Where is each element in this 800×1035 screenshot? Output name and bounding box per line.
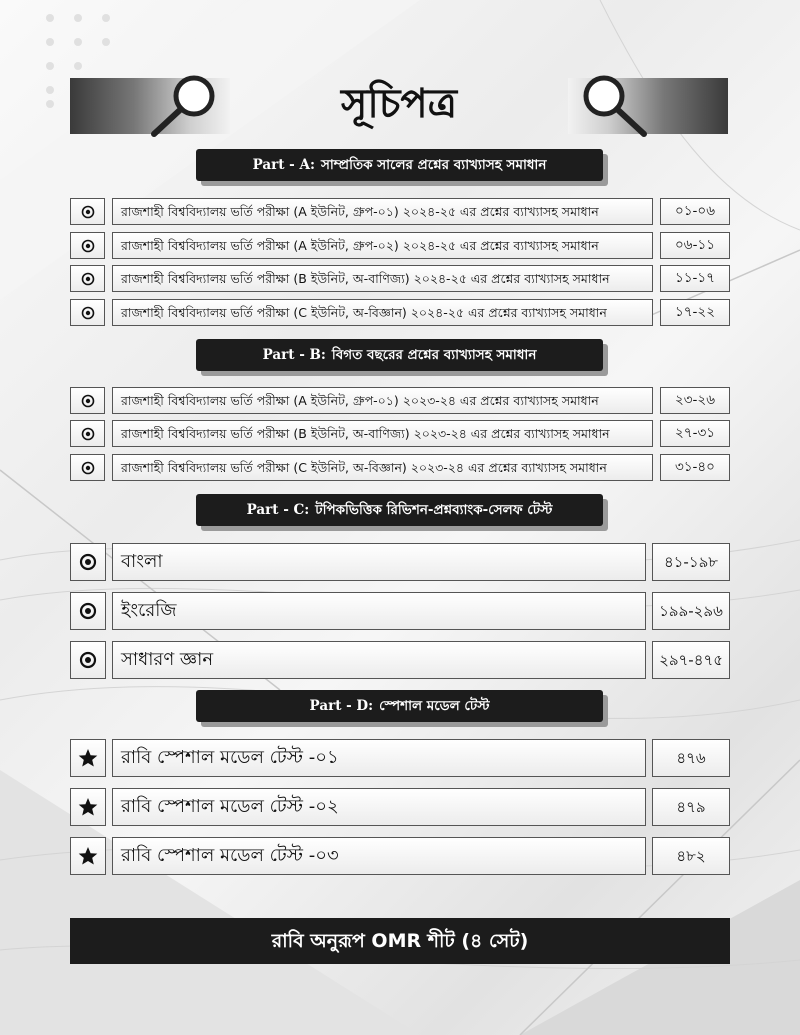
- part-b-header: [196, 339, 603, 371]
- toc-page-range: ৪৭৬: [652, 739, 730, 777]
- star-icon: [70, 788, 106, 826]
- toc-entry-label: রাবি স্পেশাল মডেল টেস্ট -০৩: [112, 837, 646, 875]
- bullet-icon: [70, 265, 105, 292]
- magnifier-icon: [148, 72, 228, 138]
- toc-row: [70, 299, 730, 326]
- toc-entry-label: রাজশাহী বিশ্ববিদ্যালয় ভর্তি পরীক্ষা (A ইউনিট, গ্রুপ-০১) ২০২৩-২৪ এর প্রশ্নের ব্যাখ্যাসহ সমাধান: [112, 387, 653, 414]
- toc-entry-label: ইংরেজি: [112, 592, 646, 630]
- toc-row: [70, 592, 730, 630]
- part-label: Part - C:: [246, 502, 310, 518]
- toc-row: [70, 837, 730, 875]
- part-c-header: [196, 494, 603, 526]
- bullet-icon: [70, 454, 105, 481]
- bullet-icon: [70, 420, 105, 447]
- bullet-icon: [70, 641, 106, 679]
- toc-entry-label: রাবি স্পেশাল মডেল টেস্ট -০১: [112, 739, 646, 777]
- toc-entry-label: রাজশাহী বিশ্ববিদ্যালয় ভর্তি পরীক্ষা (C ইউনিট, অ-বিজ্ঞান) ২০২৪-২৫ এর প্রশ্নের ব্যাখ্যাসহ সমাধান: [112, 299, 653, 326]
- toc-entry-label: রাজশাহী বিশ্ববিদ্যালয় ভর্তি পরীক্ষা (A ইউনিট, গ্রুপ-০১) ২০২৪-২৫ এর প্রশ্নের ব্যাখ্যাসহ সমাধান: [112, 198, 653, 225]
- page-title: সূচিপত্র: [341, 80, 457, 127]
- part-d-header: [196, 690, 603, 722]
- part-heading: স্পেশাল মডেল টেস্ট: [379, 697, 490, 714]
- part-a-header: [196, 149, 603, 181]
- omr-sheet-banner: রাবি অনুরূপ OMR শীট (৪ সেট): [70, 918, 730, 964]
- toc-entry-label: রাজশাহী বিশ্ববিদ্যালয় ভর্তি পরীক্ষা (B ইউনিট, অ-বাণিজ্য) ২০২৩-২৪ এর প্রশ্নের ব্যাখ্যাসহ সমাধান: [112, 420, 653, 447]
- toc-row: [70, 387, 730, 414]
- toc-page-range: ২৯৭-৪৭৫: [652, 641, 730, 679]
- toc-entry-label: সাধারণ জ্ঞান: [112, 641, 646, 679]
- title-bar: [70, 72, 728, 138]
- toc-row: [70, 543, 730, 581]
- toc-page-range: ২৭-৩১: [660, 420, 730, 447]
- toc-page-range: ১৯৯-২৯৬: [652, 592, 730, 630]
- toc-row: [70, 788, 730, 826]
- part-heading: বিগত বছরের প্রশ্নের ব্যাখ্যাসহ সমাধান: [331, 346, 537, 363]
- bullet-icon: [70, 299, 105, 326]
- bullet-icon: [70, 232, 105, 259]
- toc-page-range: ০১-০৬: [660, 198, 730, 225]
- bullet-icon: [70, 592, 106, 630]
- toc-row: [70, 641, 730, 679]
- part-label: Part - D:: [309, 698, 374, 714]
- part-label: Part - B:: [262, 347, 326, 363]
- star-icon: [70, 837, 106, 875]
- toc-page-range: ০৬-১১: [660, 232, 730, 259]
- bullet-icon: [70, 387, 105, 414]
- toc-row: [70, 454, 730, 481]
- toc-entry-label: রাজশাহী বিশ্ববিদ্যালয় ভর্তি পরীক্ষা (C ইউনিট, অ-বিজ্ঞান) ২০২৩-২৪ এর প্রশ্নের ব্যাখ্যাসহ সমাধান: [112, 454, 653, 481]
- bullet-icon: [70, 198, 105, 225]
- toc-row: [70, 420, 730, 447]
- toc-page-range: ২৩-২৬: [660, 387, 730, 414]
- toc-entry-label: বাংলা: [112, 543, 646, 581]
- part-heading: টপিকভিত্তিক রিভিশন-প্রশ্নব্যাংক-সেলফ টেস্ট: [315, 501, 553, 518]
- toc-page-range: ৪৭৯: [652, 788, 730, 826]
- toc-row: [70, 198, 730, 225]
- part-label: Part - A:: [252, 157, 315, 173]
- bullet-icon: [70, 543, 106, 581]
- magnifier-icon: [570, 72, 650, 138]
- toc-page-range: ৪১-১৯৮: [652, 543, 730, 581]
- toc-row: [70, 232, 730, 259]
- toc-row: [70, 739, 730, 777]
- toc-entry-label: রাজশাহী বিশ্ববিদ্যালয় ভর্তি পরীক্ষা (B ইউনিট, অ-বাণিজ্য) ২০২৪-২৫ এর প্রশ্নের ব্যাখ্যাসহ সমাধান: [112, 265, 653, 292]
- toc-row: [70, 265, 730, 292]
- toc-entry-label: রাজশাহী বিশ্ববিদ্যালয় ভর্তি পরীক্ষা (A ইউনিট, গ্রুপ-০২) ২০২৪-২৫ এর প্রশ্নের ব্যাখ্যাসহ সমাধান: [112, 232, 653, 259]
- part-heading: সাম্প্রতিক সালের প্রশ্নের ব্যাখ্যাসহ সমাধান: [320, 156, 547, 173]
- star-icon: [70, 739, 106, 777]
- toc-page-range: ১১-১৭: [660, 265, 730, 292]
- toc-page-range: ৩১-৪০: [660, 454, 730, 481]
- toc-page-range: ১৭-২২: [660, 299, 730, 326]
- toc-entry-label: রাবি স্পেশাল মডেল টেস্ট -০২: [112, 788, 646, 826]
- toc-page-range: ৪৮২: [652, 837, 730, 875]
